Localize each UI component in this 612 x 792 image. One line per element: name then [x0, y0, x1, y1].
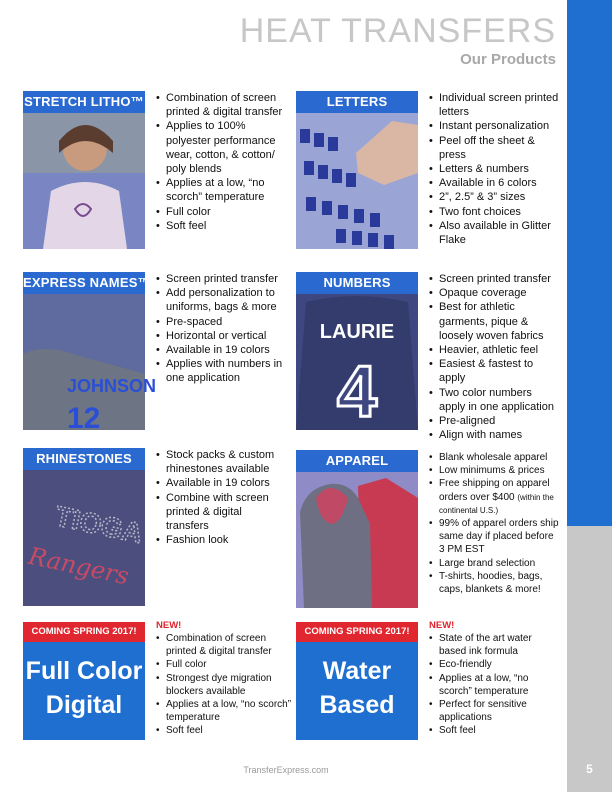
product-label: RHINESTONES: [23, 448, 145, 470]
promo-title: [296, 654, 418, 722]
product-label: STRETCH LITHO™: [23, 91, 145, 113]
promo-title-line: Digital: [45, 691, 123, 719]
feature-item: • Available in 19 colors: [156, 476, 286, 490]
express-names-features: [156, 272, 286, 386]
page-number: 5: [586, 762, 593, 776]
rhinestones-card: [23, 448, 145, 606]
feature-item: • Soft feel: [156, 724, 292, 737]
letters-photo: [296, 113, 418, 249]
coming-soon-banner: COMING SPRING 2017!: [23, 622, 145, 642]
feature-item: • Also available in Glitter Flake: [429, 219, 561, 247]
photo-jersey-number: 4: [336, 352, 378, 432]
product-label: LETTERS: [296, 91, 418, 113]
photo-jersey-name: LAURIE: [319, 321, 395, 343]
product-label: EXPRESS NAMES™: [23, 272, 145, 294]
rhinestones-photo: [23, 470, 145, 606]
promo-title-line: Based: [319, 691, 395, 719]
feature-item: • Letters & numbers: [429, 162, 561, 176]
feature-item: • Applies at a low, “no scorch” temperature: [429, 672, 561, 698]
stretch-litho-features: [156, 91, 286, 233]
product-label: APPAREL: [296, 450, 418, 472]
feature-item: • Strongest dye migration blockers available: [156, 672, 292, 698]
feature-item: • Screen printed transfer: [429, 272, 561, 286]
feature-item: • Two color numbers apply in one application: [429, 386, 561, 414]
feature-item: • Perfect for sensitive applications: [429, 698, 561, 724]
page-subtitle: Our Products: [460, 51, 556, 68]
feature-item: • Soft feel: [156, 219, 286, 233]
feature-item: • Combination of screen printed & digital transfer: [156, 91, 286, 119]
feature-item: [429, 477, 561, 517]
feature-item: • Applies at a low, “no scorch” temperature: [156, 698, 292, 724]
rhinestones-features: [156, 448, 286, 547]
photo-jersey-number: 12: [67, 402, 101, 435]
feature-item: • Applies at a low, “no scorch” temperature: [156, 176, 286, 204]
express-names-photo: [23, 294, 157, 435]
photo-jersey-name: JOHNSON: [67, 376, 157, 396]
new-tag: NEW!: [156, 620, 182, 631]
new-tag: NEW!: [429, 620, 455, 631]
feature-item: • Stock packs & custom rhinestones available: [156, 448, 286, 476]
feature-item: • Soft feel: [429, 724, 561, 737]
coming-soon-banner: COMING SPRING 2017!: [296, 622, 418, 642]
stretch-litho-card: [23, 91, 145, 249]
apparel-features: [429, 451, 561, 596]
feature-item: • Available in 6 colors: [429, 176, 561, 190]
feature-item: • Blank wholesale apparel: [429, 451, 561, 464]
feature-item: • Screen printed transfer: [156, 272, 286, 286]
full-color-digital-features: [156, 632, 292, 738]
feature-item: • Opaque coverage: [429, 286, 561, 300]
feature-item: • Pre-aligned: [429, 414, 561, 428]
shipping-note: (within the continental U.S.): [439, 492, 554, 515]
feature-item: • Align with names: [429, 428, 561, 442]
stretch-litho-photo: [23, 113, 145, 249]
sidebar-accent-blue: [567, 0, 612, 526]
feature-item: • Pre-spaced: [156, 315, 286, 329]
feature-item: • Combination of screen printed & digital transfer: [156, 632, 292, 658]
feature-item: • Horizontal or vertical: [156, 329, 286, 343]
feature-item: • 99% of apparel orders ship same day if placed before 3 PM EST: [429, 517, 561, 557]
feature-item: • Low minimums & prices: [429, 464, 561, 477]
numbers-card: [296, 272, 418, 430]
letters-card: [296, 91, 418, 249]
feature-item: • Add personalization to uniforms, bags & more: [156, 286, 286, 314]
sidebar-accent-gray: [567, 526, 612, 792]
feature-item: • Heavier, athletic feel: [429, 343, 561, 357]
feature-item: • Applies with numbers in one application: [156, 357, 286, 385]
feature-item: • 2”, 2.5” & 3” sizes: [429, 190, 561, 204]
apparel-card: [296, 450, 418, 608]
photo-rhinestone-script: Rangers: [25, 541, 132, 591]
feature-item: • Peel off the sheet & press: [429, 134, 561, 162]
feature-item: • Full color: [156, 658, 292, 671]
feature-item: • Combine with screen printed & digital transfers: [156, 491, 286, 534]
apparel-photo: [296, 472, 418, 608]
water-based-promo: [296, 622, 418, 740]
water-based-features: [429, 632, 561, 738]
feature-item: • Individual screen printed letters: [429, 91, 561, 119]
feature-item: • Large brand selection: [429, 557, 561, 570]
promo-title-line: Full Color: [25, 657, 143, 685]
photo-rhinestone-word: TIOGA: [52, 500, 146, 550]
feature-text: Free shipping on apparel orders over $400: [439, 478, 550, 503]
feature-item: • Available in 19 colors: [156, 343, 286, 357]
feature-item: • T-shirts, hoodies, bags, caps, blankets & more!: [429, 570, 561, 596]
feature-item: • Eco-friendly: [429, 658, 561, 671]
feature-item: • Fashion look: [156, 533, 286, 547]
full-color-digital-promo: [23, 622, 145, 740]
promo-title: [23, 654, 145, 722]
feature-item: • Applies to 100% polyester performance wear, cotton, & cotton/ poly blends: [156, 119, 286, 176]
promo-title-line: Water: [322, 657, 392, 685]
numbers-features: [429, 272, 561, 442]
page-title: HEAT TRANSFERS: [239, 12, 556, 50]
feature-item: • Instant personalization: [429, 119, 561, 133]
numbers-photo: [296, 294, 418, 430]
feature-item: • State of the art water based ink formula: [429, 632, 561, 658]
letters-features: [429, 91, 561, 247]
product-label: NUMBERS: [296, 272, 418, 294]
express-names-card: [23, 272, 157, 435]
feature-item: • Easiest & fastest to apply: [429, 357, 561, 385]
feature-item: • Best for athletic garments, pique & loosely woven fabrics: [429, 300, 561, 343]
feature-item: • Two font choices: [429, 205, 561, 219]
footer-website: TransferExpress.com: [243, 765, 329, 775]
feature-item: • Full color: [156, 205, 286, 219]
